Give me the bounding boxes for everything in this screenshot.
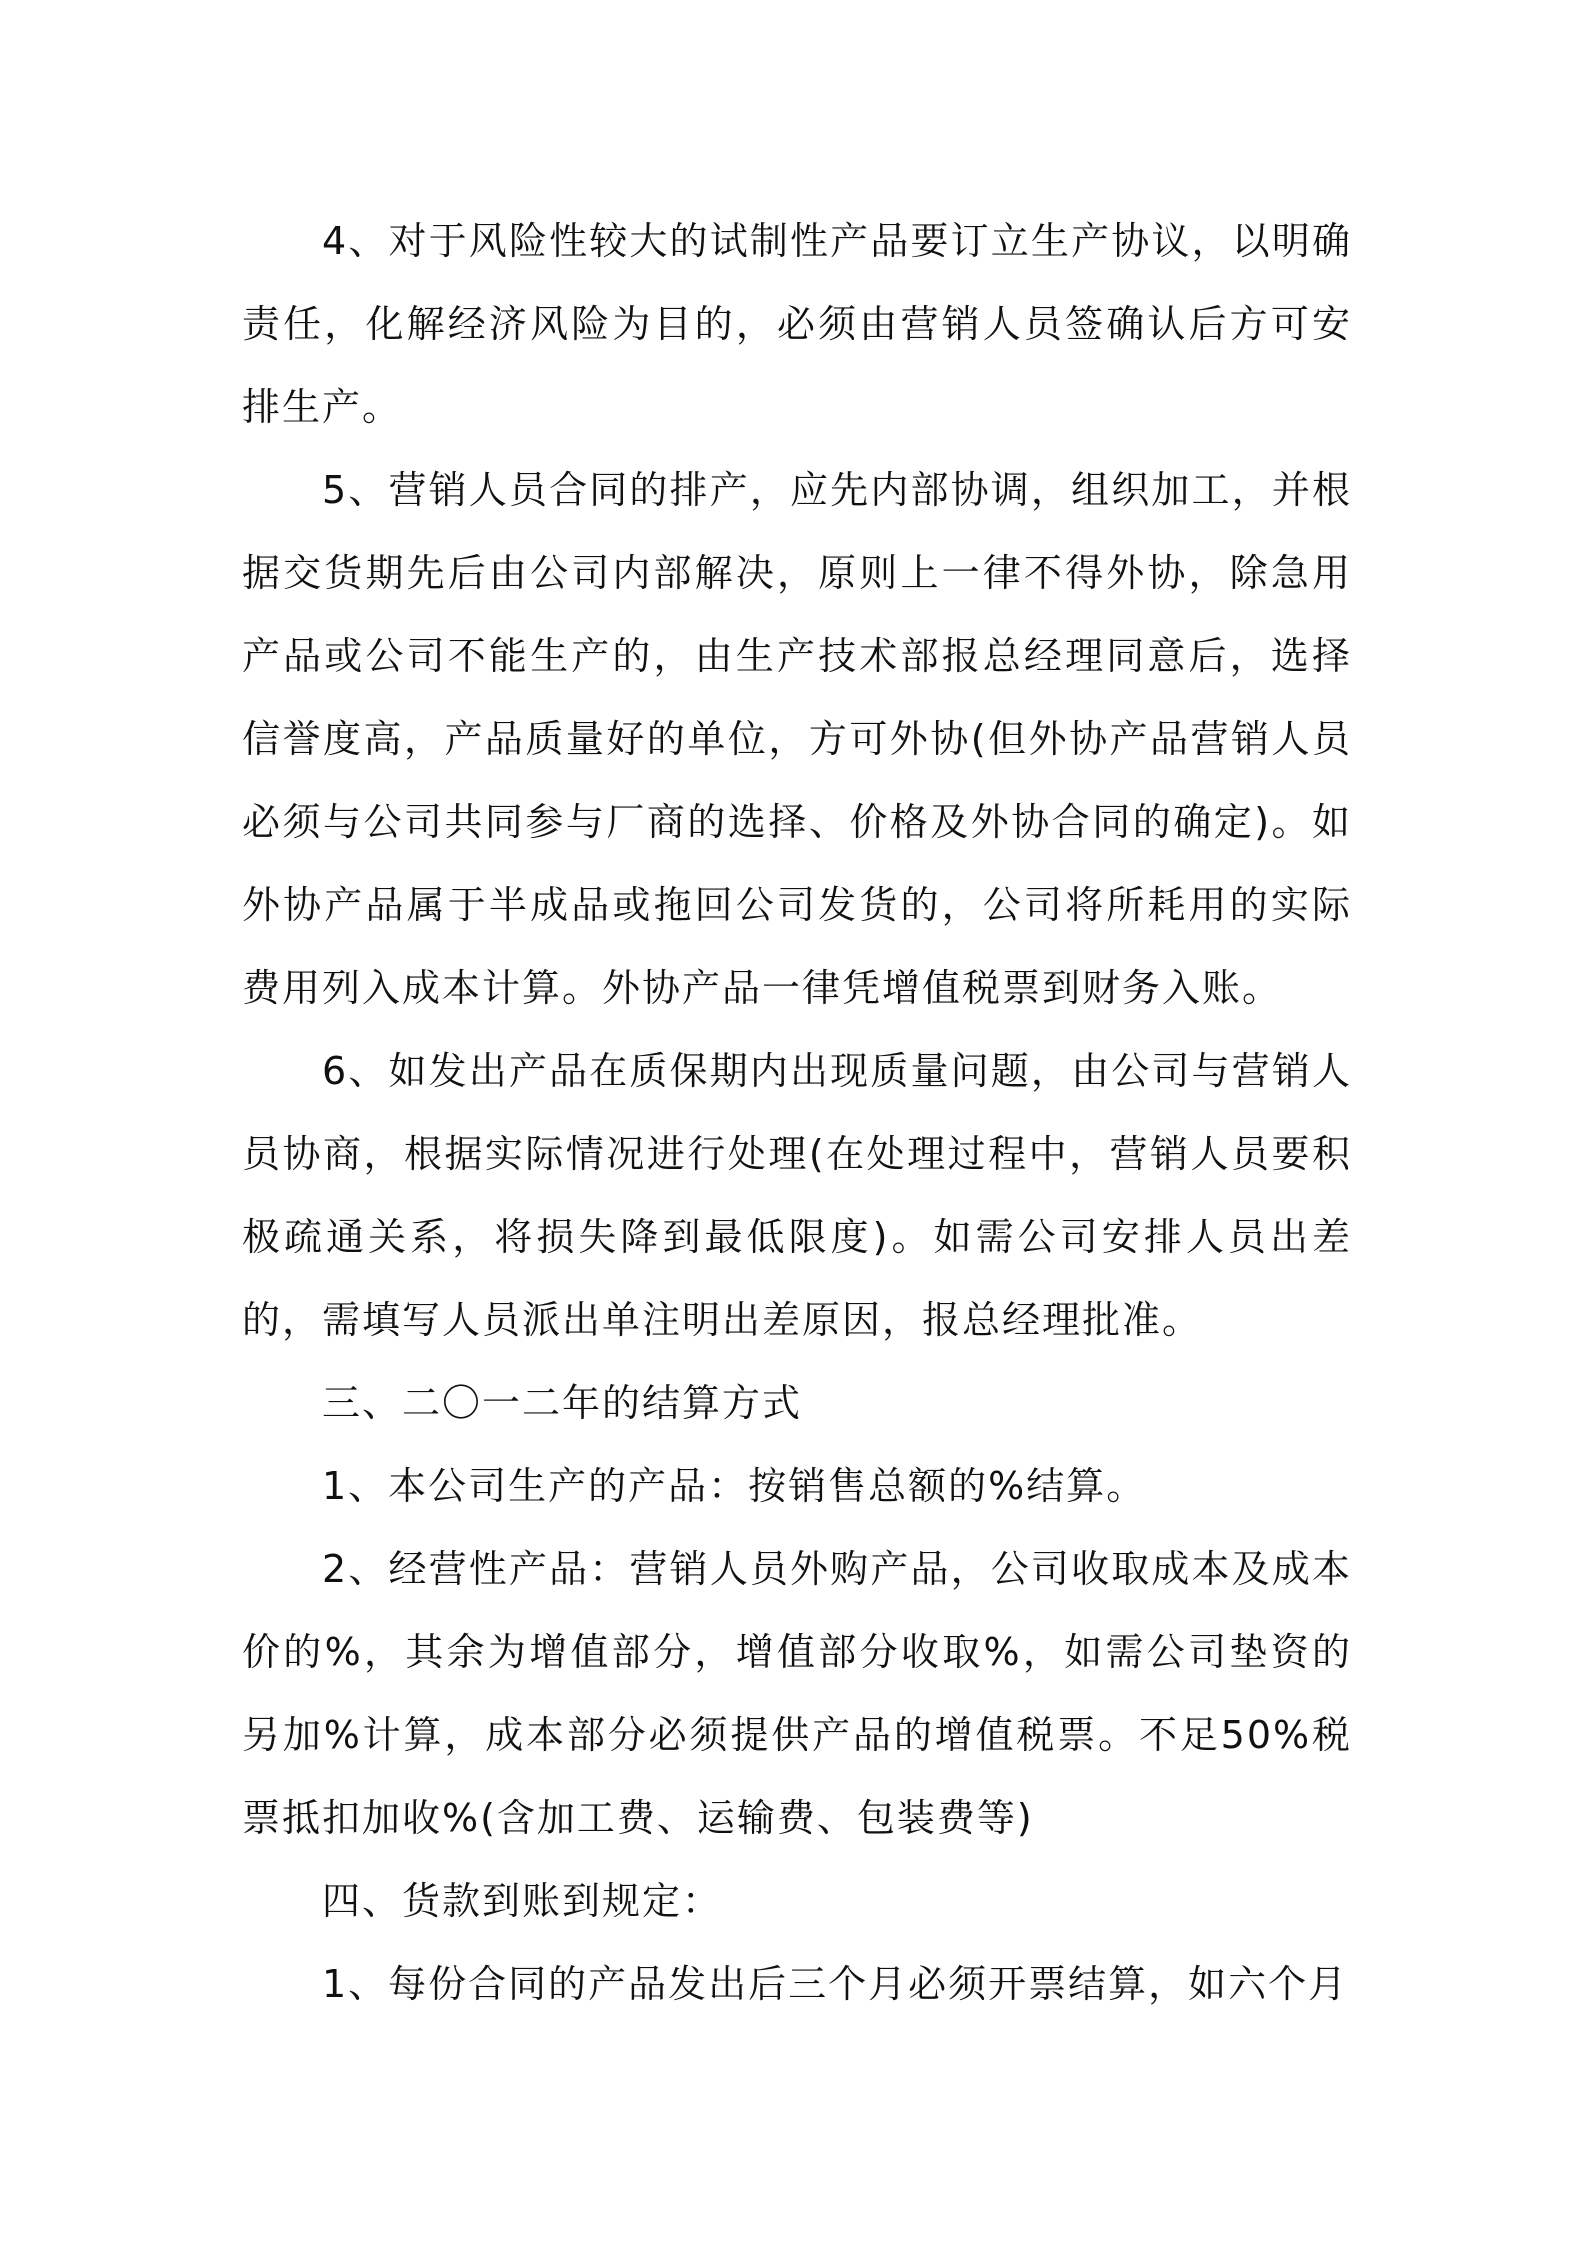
section-heading-payment: 四、货款到账到规定： xyxy=(322,1879,723,1923)
settlement-item-2: 2、经营性产品：营销人员外购产品，公司收取成本及成本价的%，其余为增值部分，增值部分收取%，如需公司垫资的另加%计算，成本部分必须提供产品的增值税票。不足50%税票抵扣加收%(含加工费、运输费、包装费等) xyxy=(242,1547,1352,1840)
section-heading-settlement: 三、二〇一二年的结算方式 xyxy=(322,1381,803,1425)
paragraph-item-5: 5、营销人员合同的排产，应先内部协调，组织加工，并根据交货期先后由公司内部解决，原则上一律不得外协，除急用产品或公司不能生产的，由生产技术部报总经理同意后，选择信誉度高，产品质量好的单位，方可外协(但外协产品营销人员必须与公司共同参与厂商的选择、价格及外协合同的确定)。如外协产品属于半成品或拖回公司发货的，公司将所耗用的实际费用列入成本计算。外协产品一律凭增值税票到财务入账。 xyxy=(242,468,1352,1010)
settlement-item-1: 1、本公司生产的产品：按销售总额的%结算。 xyxy=(322,1464,1147,1508)
payment-item-1: 1、每份合同的产品发出后三个月必须开票结算，如六个月 xyxy=(322,1962,1349,2006)
paragraph-item-6: 6、如发出产品在质保期内出现质量问题，由公司与营销人员协商，根据实际情况进行处理(在处理过程中，营销人员要积极疏通关系，将损失降到最低限度)。如需公司安排人员出差的，需填写人员派出单注明出差原因，报总经理批准。 xyxy=(242,1049,1352,1342)
document-body xyxy=(242,200,1352,2026)
paragraph-item-4: 4、对于风险性较大的试制性产品要订立生产协议，以明确责任，化解经济风险为目的，必须由营销人员签确认后方可安排生产。 xyxy=(242,219,1352,429)
